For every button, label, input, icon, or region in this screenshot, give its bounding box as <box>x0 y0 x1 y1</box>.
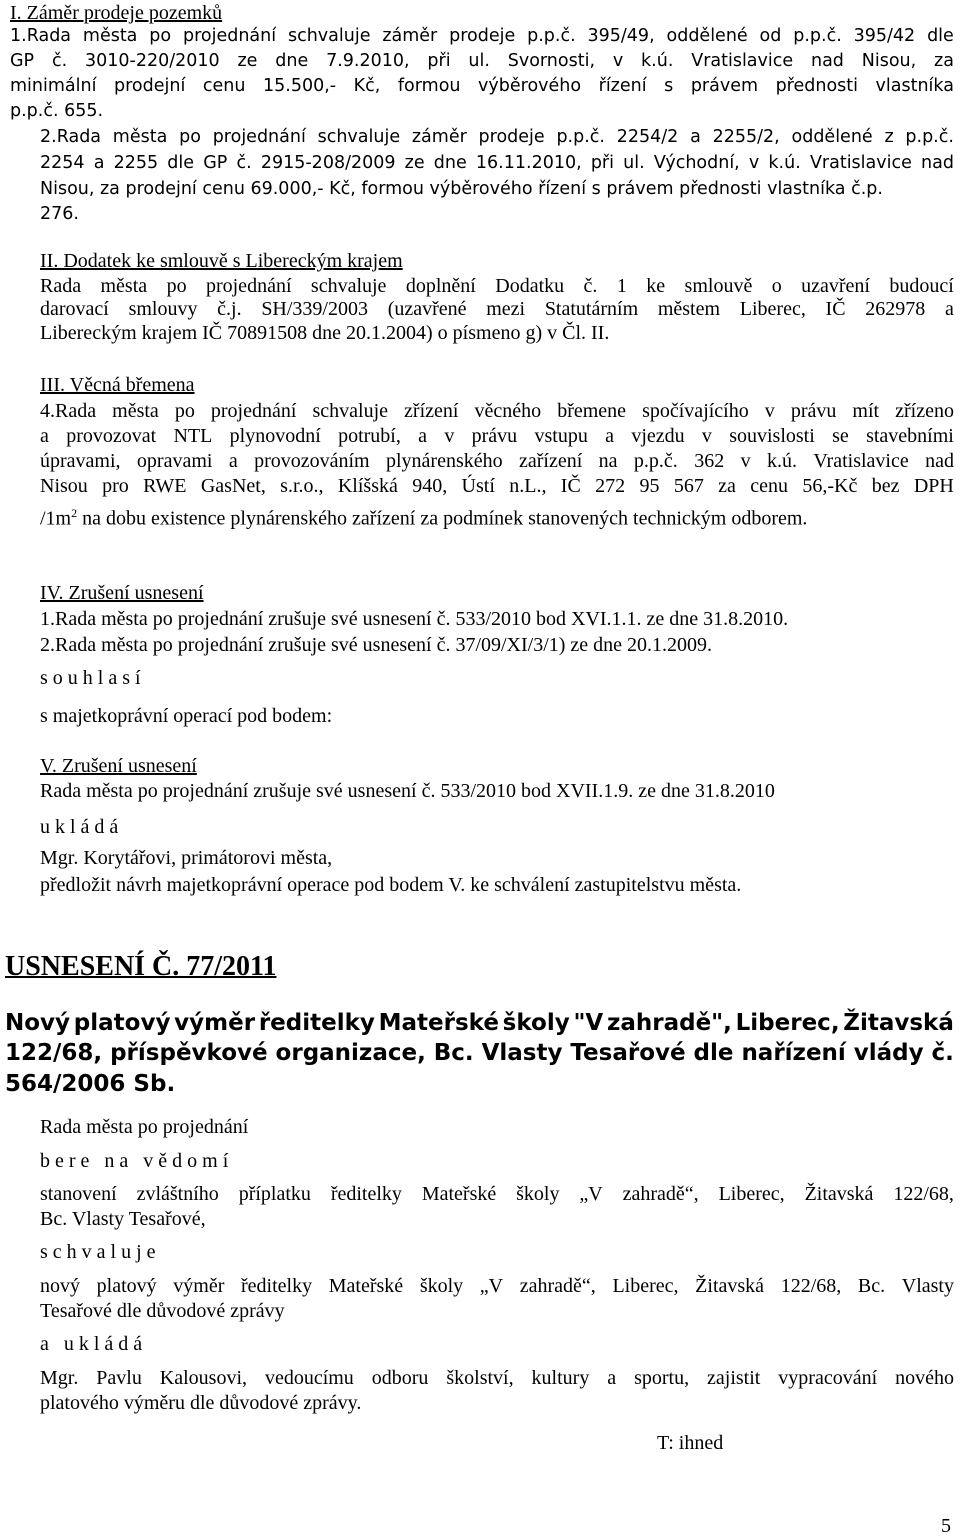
word: IČ <box>560 475 581 497</box>
word: 7.9.2010, <box>326 51 410 71</box>
word: městem <box>657 298 721 320</box>
word: zřízení <box>404 400 459 422</box>
word: DPH <box>913 475 954 497</box>
word: zahradě“, <box>519 1275 596 1297</box>
word: vlády <box>853 1040 924 1066</box>
section-ii-line-3: Libereckým krajem IČ 70891508 dne 20.1.2004) o písmeno g) v Čl. II. <box>40 322 610 344</box>
word: doplnění <box>405 275 476 297</box>
word: smlouvy <box>128 298 198 320</box>
word: Žitavská <box>695 1275 765 1297</box>
word: IČ <box>825 298 846 320</box>
word: Kalousovi, <box>159 1367 247 1389</box>
word: provozovat <box>66 425 157 447</box>
souhlasi-text: s majetkoprávní operací pod bodem: <box>40 705 333 727</box>
word: řízení <box>598 76 647 96</box>
word: školy <box>419 1275 464 1297</box>
word: v <box>740 450 751 472</box>
schvaluje-line-1 <box>40 1275 954 1298</box>
word: 940, <box>412 475 448 497</box>
word: plynárenského <box>385 450 503 472</box>
word: příspěvkové <box>110 1040 268 1066</box>
word: věcného <box>474 400 542 422</box>
word: „V <box>579 1183 603 1205</box>
resolution-title-line-1 <box>5 1010 954 1036</box>
word: výběrového <box>478 76 582 96</box>
word: 395/49, <box>587 26 655 46</box>
word: a <box>607 1367 617 1389</box>
page-number: 5 <box>941 1515 951 1537</box>
word: v <box>701 425 712 447</box>
word: č.j. <box>217 298 242 320</box>
word: Vratislavice <box>809 153 912 173</box>
word: města <box>112 127 168 147</box>
word: vypracování <box>778 1367 878 1389</box>
word: o <box>771 275 782 297</box>
section-i-item2-line-3: Nisou, za prodejní cenu 69.000,- Kč, formou výběrového řízení s právem přednosti vlastníka č.p. <box>40 179 883 199</box>
word: školy <box>516 1183 560 1205</box>
word: dle <box>927 26 954 46</box>
word: nad <box>925 450 954 472</box>
word: právu <box>471 425 518 447</box>
word: projednání <box>182 26 277 46</box>
word: vedoucímu <box>264 1367 354 1389</box>
word: 2254/2 <box>616 127 679 147</box>
word: dle <box>167 153 195 173</box>
word: Liberec, <box>739 298 806 320</box>
word: vjezdu <box>631 425 685 447</box>
word: projednání <box>212 127 306 147</box>
section-ii-heading: II. Dodatek ke smlouvě s Libereckým krajem <box>40 250 403 272</box>
word: školy <box>502 1010 570 1036</box>
bere-line-1 <box>40 1183 954 1206</box>
word: dle <box>693 1040 734 1066</box>
word: Mateřské <box>328 1275 404 1297</box>
word: 395/42 <box>853 26 916 46</box>
word: schvaluje <box>312 400 388 422</box>
word: a <box>605 425 615 447</box>
word: Svornosti, <box>507 51 596 71</box>
word: ze <box>237 51 258 71</box>
resolution-uklada-line-2: platového výměru dle důvodové zprávy. <box>40 1392 362 1414</box>
word: ředitelky <box>330 1183 402 1205</box>
word: s.r.o., <box>280 475 324 497</box>
word: ředitelky <box>258 1010 375 1036</box>
word: č. <box>931 1040 954 1066</box>
word: SH/339/2003 <box>261 298 368 320</box>
resolution-number: USNESENÍ Č. 77/2011 <box>5 951 277 982</box>
word: oddělené <box>791 127 873 147</box>
word: ke <box>646 275 666 297</box>
word: při <box>427 51 451 71</box>
word: mít <box>852 400 880 422</box>
word: GP <box>10 51 35 71</box>
section-iii-line-3 <box>40 450 954 473</box>
word: "V <box>573 1010 604 1036</box>
word: školství, <box>446 1367 514 1389</box>
word: Klíšská <box>337 475 398 497</box>
section-iii-line-4 <box>40 475 954 498</box>
word: při <box>590 153 614 173</box>
word: 2254 <box>40 153 85 173</box>
word: k.ú. <box>768 153 801 173</box>
section-v-heading: V. Zrušení usnesení <box>40 755 197 777</box>
word: cenu <box>750 475 789 497</box>
word: mezi <box>486 298 526 320</box>
word: města <box>112 400 159 422</box>
word: 2255 <box>113 153 159 173</box>
word: záměr <box>411 127 467 147</box>
word: 56,-Kč <box>802 475 858 497</box>
word: od <box>759 26 782 46</box>
word: p.p.č. <box>556 127 605 147</box>
word: ul. <box>468 51 490 71</box>
word: Vratislavice <box>813 450 909 472</box>
word: právu <box>790 400 837 422</box>
unit-superscript: 2 <box>71 506 78 520</box>
resolution-title-line-3: 564/2006 Sb. <box>5 1071 176 1097</box>
word: Liberec, <box>612 1275 679 1297</box>
word: nařízení <box>741 1040 846 1066</box>
word: smlouvě <box>684 275 753 297</box>
word: spočívajícího <box>642 400 749 422</box>
word: 95 <box>639 475 660 497</box>
word: stavebními <box>866 425 954 447</box>
souhlasi-keyword: souhlasí <box>40 667 146 689</box>
word: Žitavská <box>804 1183 874 1205</box>
word: s <box>664 76 674 96</box>
word: 3010-220/2010 <box>84 51 220 71</box>
word: ze <box>404 153 425 173</box>
word: záměr <box>382 26 438 46</box>
word: provozováním <box>254 450 370 472</box>
word: dne <box>275 51 309 71</box>
word: Mateřské <box>421 1183 497 1205</box>
word: a <box>944 298 954 320</box>
word: se <box>832 425 849 447</box>
deadline: T: ihned <box>657 1432 724 1454</box>
section-i-item1-line-1 <box>10 26 954 46</box>
word: nový <box>40 1275 80 1297</box>
uklada-keyword: ukládá <box>40 816 124 838</box>
word: břemene <box>557 400 627 422</box>
bere-line-2: Bc. Vlasty Tesařové, <box>40 1208 206 1230</box>
resolution-uklada-line-1 <box>40 1367 954 1390</box>
word: prodeje <box>449 26 516 46</box>
word: 15.500,- <box>263 76 337 96</box>
word: úpravami, <box>40 450 121 472</box>
word: formou <box>397 76 461 96</box>
word: č. <box>583 275 598 297</box>
word: a <box>93 153 105 173</box>
word: přednosti <box>775 76 858 96</box>
section-iv-heading: IV. Zrušení usnesení <box>40 582 204 604</box>
word: města <box>100 275 148 297</box>
section-i-item1-line-2 <box>10 51 954 71</box>
word: platový <box>96 1275 157 1297</box>
word: souvislosti <box>729 425 815 447</box>
word: Vlasty <box>481 1040 563 1066</box>
word: Bc. <box>857 1275 886 1297</box>
word: 2255/2, <box>712 127 780 147</box>
section-i-item1-line-4: p.p.č. 655. <box>10 101 104 121</box>
word: po <box>174 400 195 422</box>
word: Pavlu <box>96 1367 142 1389</box>
word: 567 <box>673 475 704 497</box>
word: na <box>598 450 618 472</box>
word: Tesařové <box>570 1040 686 1066</box>
word: dne <box>433 153 467 173</box>
resolution-intro: Rada města po projednání <box>40 1116 249 1138</box>
word: 2915-208/2009 <box>260 153 396 173</box>
word: p.p.č. <box>793 26 842 46</box>
word: GasNet, <box>200 475 266 497</box>
section-i-item2-line-1 <box>40 127 954 147</box>
word: potrubí, <box>338 425 401 447</box>
section-i-item2-line-4: 276. <box>40 204 79 224</box>
word: p.p.č. <box>633 450 678 472</box>
word: (uzavřené <box>387 298 467 320</box>
word: projednání <box>205 275 292 297</box>
word: v <box>764 400 775 422</box>
word: plynovodní <box>229 425 321 447</box>
word: odboru <box>371 1367 429 1389</box>
word: Nový <box>5 1010 71 1036</box>
word: opravami <box>136 450 213 472</box>
section-iv-line-2: 2.Rada města po projednání zrušuje své usnesení č. 37/09/XI/3/1) ze dne 20.1.2009. <box>40 634 713 656</box>
word: zvláštního <box>136 1183 219 1205</box>
section-i-heading: I. Záměr prodeje pozemků <box>10 2 223 24</box>
word: Liberec, <box>735 1010 840 1036</box>
word: organizace, <box>275 1040 426 1066</box>
section-ii-line-2 <box>40 298 954 321</box>
word: Vratislavice <box>691 51 794 71</box>
word: vlastníka <box>875 76 954 96</box>
word: zahradě", <box>606 1010 732 1036</box>
word: příplatku <box>238 1183 311 1205</box>
word: 262978 <box>865 298 926 320</box>
word: Bc. <box>433 1040 474 1066</box>
word: Vlasty <box>901 1275 954 1297</box>
word: k.ú. <box>766 450 797 472</box>
section-i-item2-line-2 <box>40 153 954 173</box>
word: po <box>179 127 201 147</box>
word: schvaluje <box>317 127 401 147</box>
word: vstupu <box>534 425 588 447</box>
word: NTL <box>173 425 213 447</box>
word: p.p.č. <box>905 127 954 147</box>
word: Dodatku <box>495 275 565 297</box>
uklada-line-1: Mgr. Korytářovi, primátorovi města, <box>40 847 333 869</box>
word: darovací <box>40 298 109 320</box>
word: Statutárním <box>544 298 639 320</box>
schvaluje-keyword: schvaluje <box>40 1241 161 1263</box>
section-iii-line-5 <box>40 507 807 531</box>
section-iii-line-2 <box>40 425 954 448</box>
unit-m: /1m <box>40 507 72 530</box>
word: 1 <box>616 275 627 297</box>
word: uzavření <box>801 275 870 297</box>
word: kultury <box>531 1367 590 1389</box>
word: Východní, <box>653 153 740 173</box>
word: Mgr. <box>40 1367 79 1389</box>
section-iii-line-5-text: na dobu existence plynárenského zařízení za podmínek stanovených technickým odborem. <box>82 507 808 530</box>
section-v-line: Rada města po projednání zrušuje své usnesení č. 533/2010 bod XVII.1.9. ze dne 31.8.2010 <box>40 780 775 802</box>
word: minimální <box>10 76 97 96</box>
schvaluje-line-2: Tesařové dle důvodové zprávy <box>40 1300 285 1322</box>
word: zařízení <box>519 450 583 472</box>
word: za <box>934 51 954 71</box>
word: v <box>612 51 624 71</box>
word: a <box>40 425 49 447</box>
section-iv-line-1: 1.Rada města po projednání zrušuje své usnesení č. 533/2010 bod XVI.1.1. ze dne 31.8.2010. <box>40 608 789 630</box>
word: n.L., <box>509 475 547 497</box>
section-ii-line-1 <box>40 275 954 298</box>
section-iii-line-1 <box>40 400 954 423</box>
section-iii-heading: III. Věcná břemena <box>40 374 195 396</box>
word: a <box>418 425 428 447</box>
word: RWE <box>143 475 187 497</box>
word: 2.Rada <box>40 127 102 147</box>
word: Mateřské <box>378 1010 499 1036</box>
word: č. <box>51 51 68 71</box>
word: projednání <box>210 400 297 422</box>
word: pro <box>102 475 129 497</box>
word: schvaluje <box>287 26 371 46</box>
word: sportu, <box>634 1367 690 1389</box>
word: po <box>149 26 172 46</box>
uklada-line-2: předložit návrh majetkoprávní operace pod bodem V. ke schválení zastupitelstvu města. <box>40 874 742 896</box>
word: p.p.č. <box>527 26 576 46</box>
a-uklada-keyword: a ukládá <box>40 1333 148 1355</box>
word: nad <box>810 51 844 71</box>
word: nového <box>895 1367 954 1389</box>
word: v <box>444 425 455 447</box>
word: nad <box>921 153 954 173</box>
word: prodejní <box>114 76 186 96</box>
word: zřízeno <box>895 400 954 422</box>
word: 122/68, <box>780 1275 842 1297</box>
word: Ústí <box>461 475 495 497</box>
word: Žitavská <box>843 1010 954 1036</box>
word: č. <box>236 153 252 173</box>
word: cenu <box>202 76 246 96</box>
word: stanovení <box>40 1183 117 1205</box>
word: za <box>718 475 736 497</box>
word: bez <box>871 475 900 497</box>
word: z <box>884 127 894 147</box>
word: 16.11.2010, <box>475 153 582 173</box>
word: právem <box>690 76 759 96</box>
word: oddělené <box>666 26 748 46</box>
word: schvaluje <box>310 275 387 297</box>
word: města <box>82 26 138 46</box>
word: Nisou <box>40 475 88 497</box>
word: prodeje <box>478 127 545 147</box>
word: budoucí <box>889 275 954 297</box>
word: Liberec, <box>718 1183 785 1205</box>
word: zajistit <box>707 1367 761 1389</box>
word: 4.Rada <box>40 400 97 422</box>
word: platový <box>73 1010 171 1036</box>
word: výměr <box>173 1275 225 1297</box>
word: Rada <box>40 275 82 297</box>
word: ředitelky <box>241 1275 313 1297</box>
word: výměr <box>174 1010 256 1036</box>
word: a <box>690 127 701 147</box>
word: zahradě“, <box>622 1183 699 1205</box>
word: po <box>166 275 187 297</box>
word: 122/68, <box>5 1040 103 1066</box>
word: Nisou, <box>861 51 917 71</box>
word: 1.Rada <box>10 26 72 46</box>
resolution-title-line-2 <box>5 1040 954 1066</box>
section-i-item1-line-3 <box>10 76 954 96</box>
word: k.ú. <box>641 51 674 71</box>
word: 272 <box>595 475 626 497</box>
word: ul. <box>623 153 645 173</box>
word: 122/68, <box>893 1183 954 1205</box>
bere-na-vedomi-keyword: bere na vědomí <box>40 1150 234 1172</box>
word: 362 <box>694 450 725 472</box>
word: GP <box>203 153 228 173</box>
word: Kč, <box>353 76 381 96</box>
word: „V <box>479 1275 504 1297</box>
word: v <box>748 153 760 173</box>
word: a <box>228 450 238 472</box>
